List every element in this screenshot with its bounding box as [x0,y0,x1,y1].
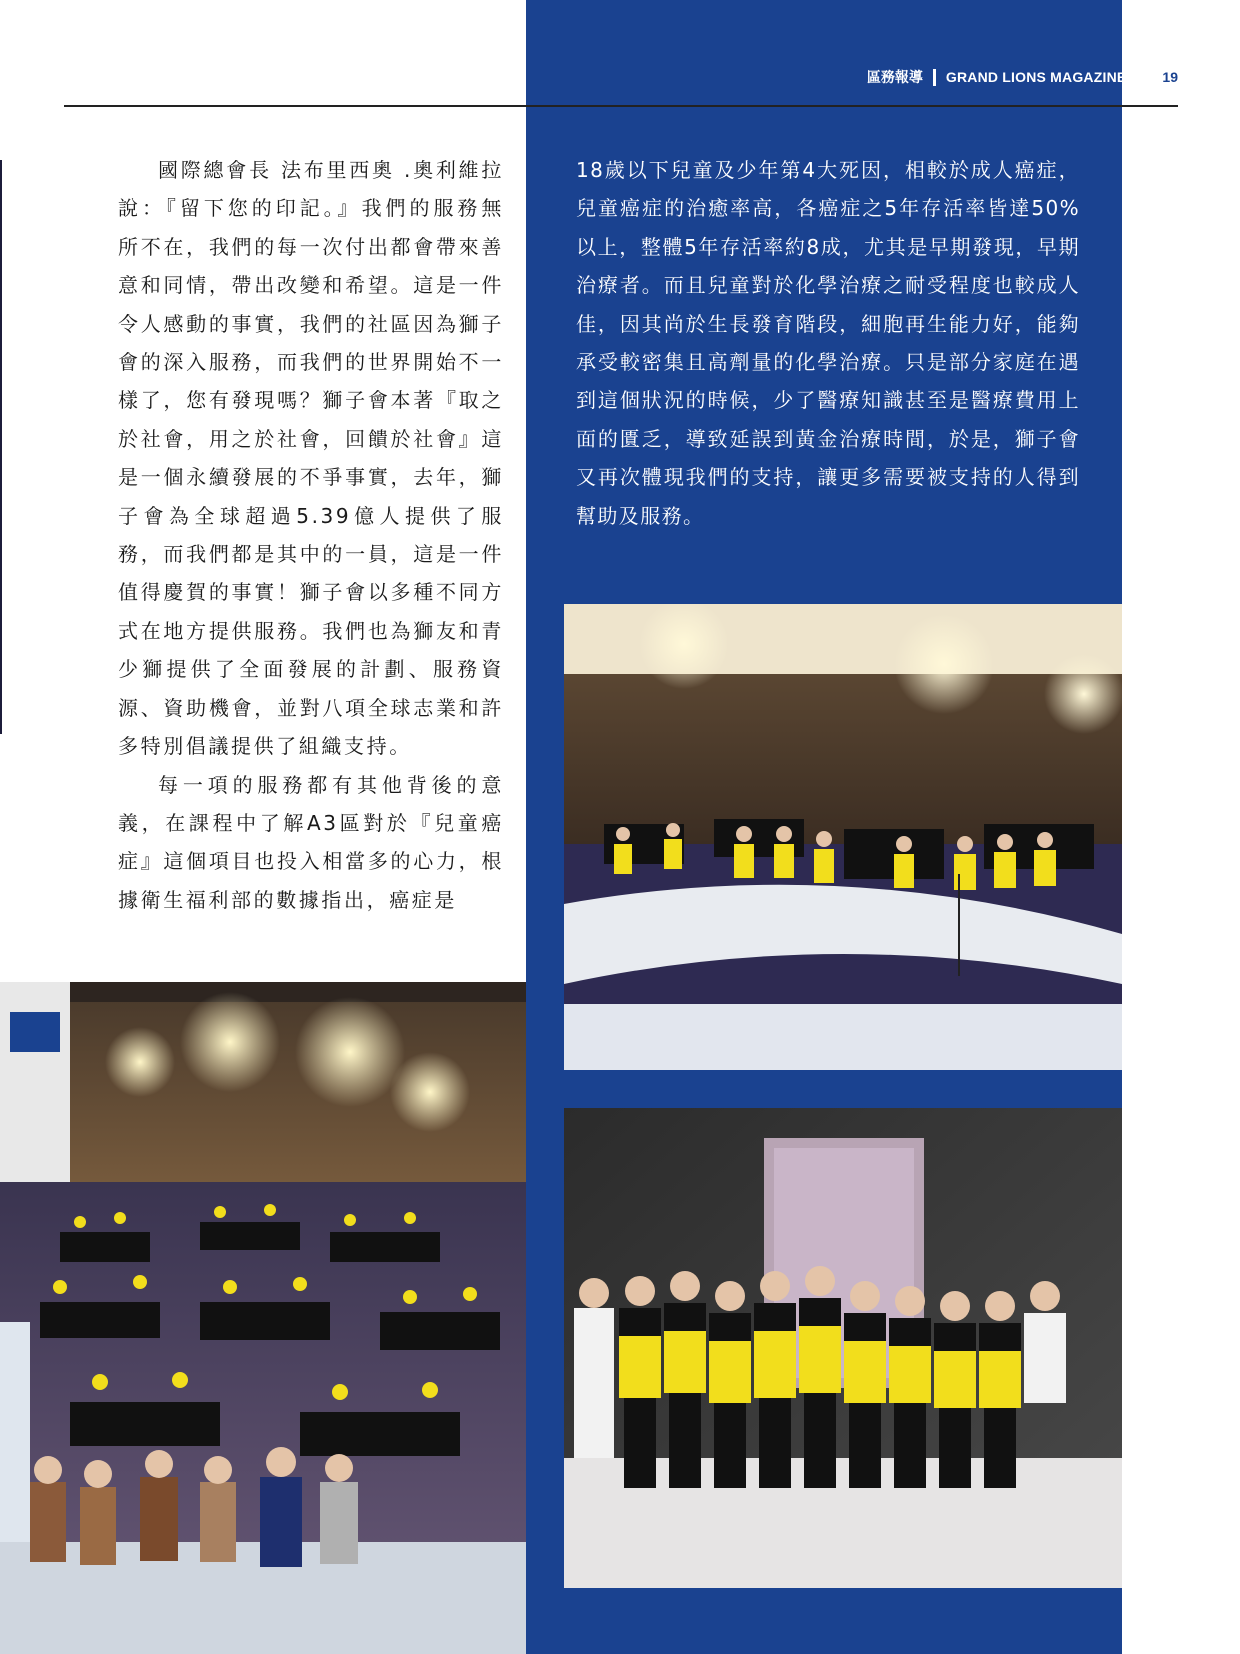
header-separator [933,69,936,86]
paragraph: 國際總會長 法布里西奧 .奧利維拉說：『留下您的印記。』我們的服務無所不在，我們的每一次付出都會帶來善意和同情，帶出改變和希望。這是一件令人感動的事實，我們的社區因為獅子會的深入服務，而我們的世界開始不一樣了，您有發現嗎？獅子會本著『取之於社會，用之於社會，回饋於社會』這是一個永續發展的不爭事實，去年，獅子會為全球超過5.39億人提供了服務，而我們都是其中的一員，這是一件值得慶賀的事實！獅子會以多種不同方式在地方提供服務。我們也為獅友和青少獅提供了全面發展的計劃、服務資源、資助機會，並對八項全球志業和許多特別倡議提供了組織支持。 [118,158,504,759]
section-title: 區務報導 [866,69,923,85]
banquet-hall-photo [0,982,526,1654]
paragraph: 18歲以下兒童及少年第4大死因，相較於成人癌症，兒童癌症的治癒率高，各癌症之5年存活率皆達50%以上，整體5年存活率約8成，尤其是早期發現，早期治療者。而且兒童對於化學治療之耐受程度也較成人佳，因其尚於生長發育階段，細胞再生能力好，能夠承受較密集且高劑量的化學治療。只是部分家庭在遇到這個狀況的時候，少了醫療知識甚至是醫療費用上面的匱乏，導致延誤到黃金治療時間，於是，獅子會又再次體現我們的支持，讓更多需要被支持的人得到幫助及服務。 [576,158,1080,528]
previous-page-edge [0,160,2,734]
article-column-left [118,151,504,919]
group-photo [564,1108,1122,1588]
magazine-title: GRAND LIONS MAGAZINE [945,69,1127,85]
header-rule [64,105,1178,107]
dance-activity-photo [564,604,1122,1070]
paragraph: 每一項的服務都有其他背後的意義，在課程中了解A3區對於『兒童癌症』這個項目也投入相當多的心力，根據衛生福利部的數據指出，癌症是 [118,772,504,912]
page-number: 19 [1162,69,1178,85]
article-column-right [576,151,1080,535]
page-header [867,64,1178,90]
